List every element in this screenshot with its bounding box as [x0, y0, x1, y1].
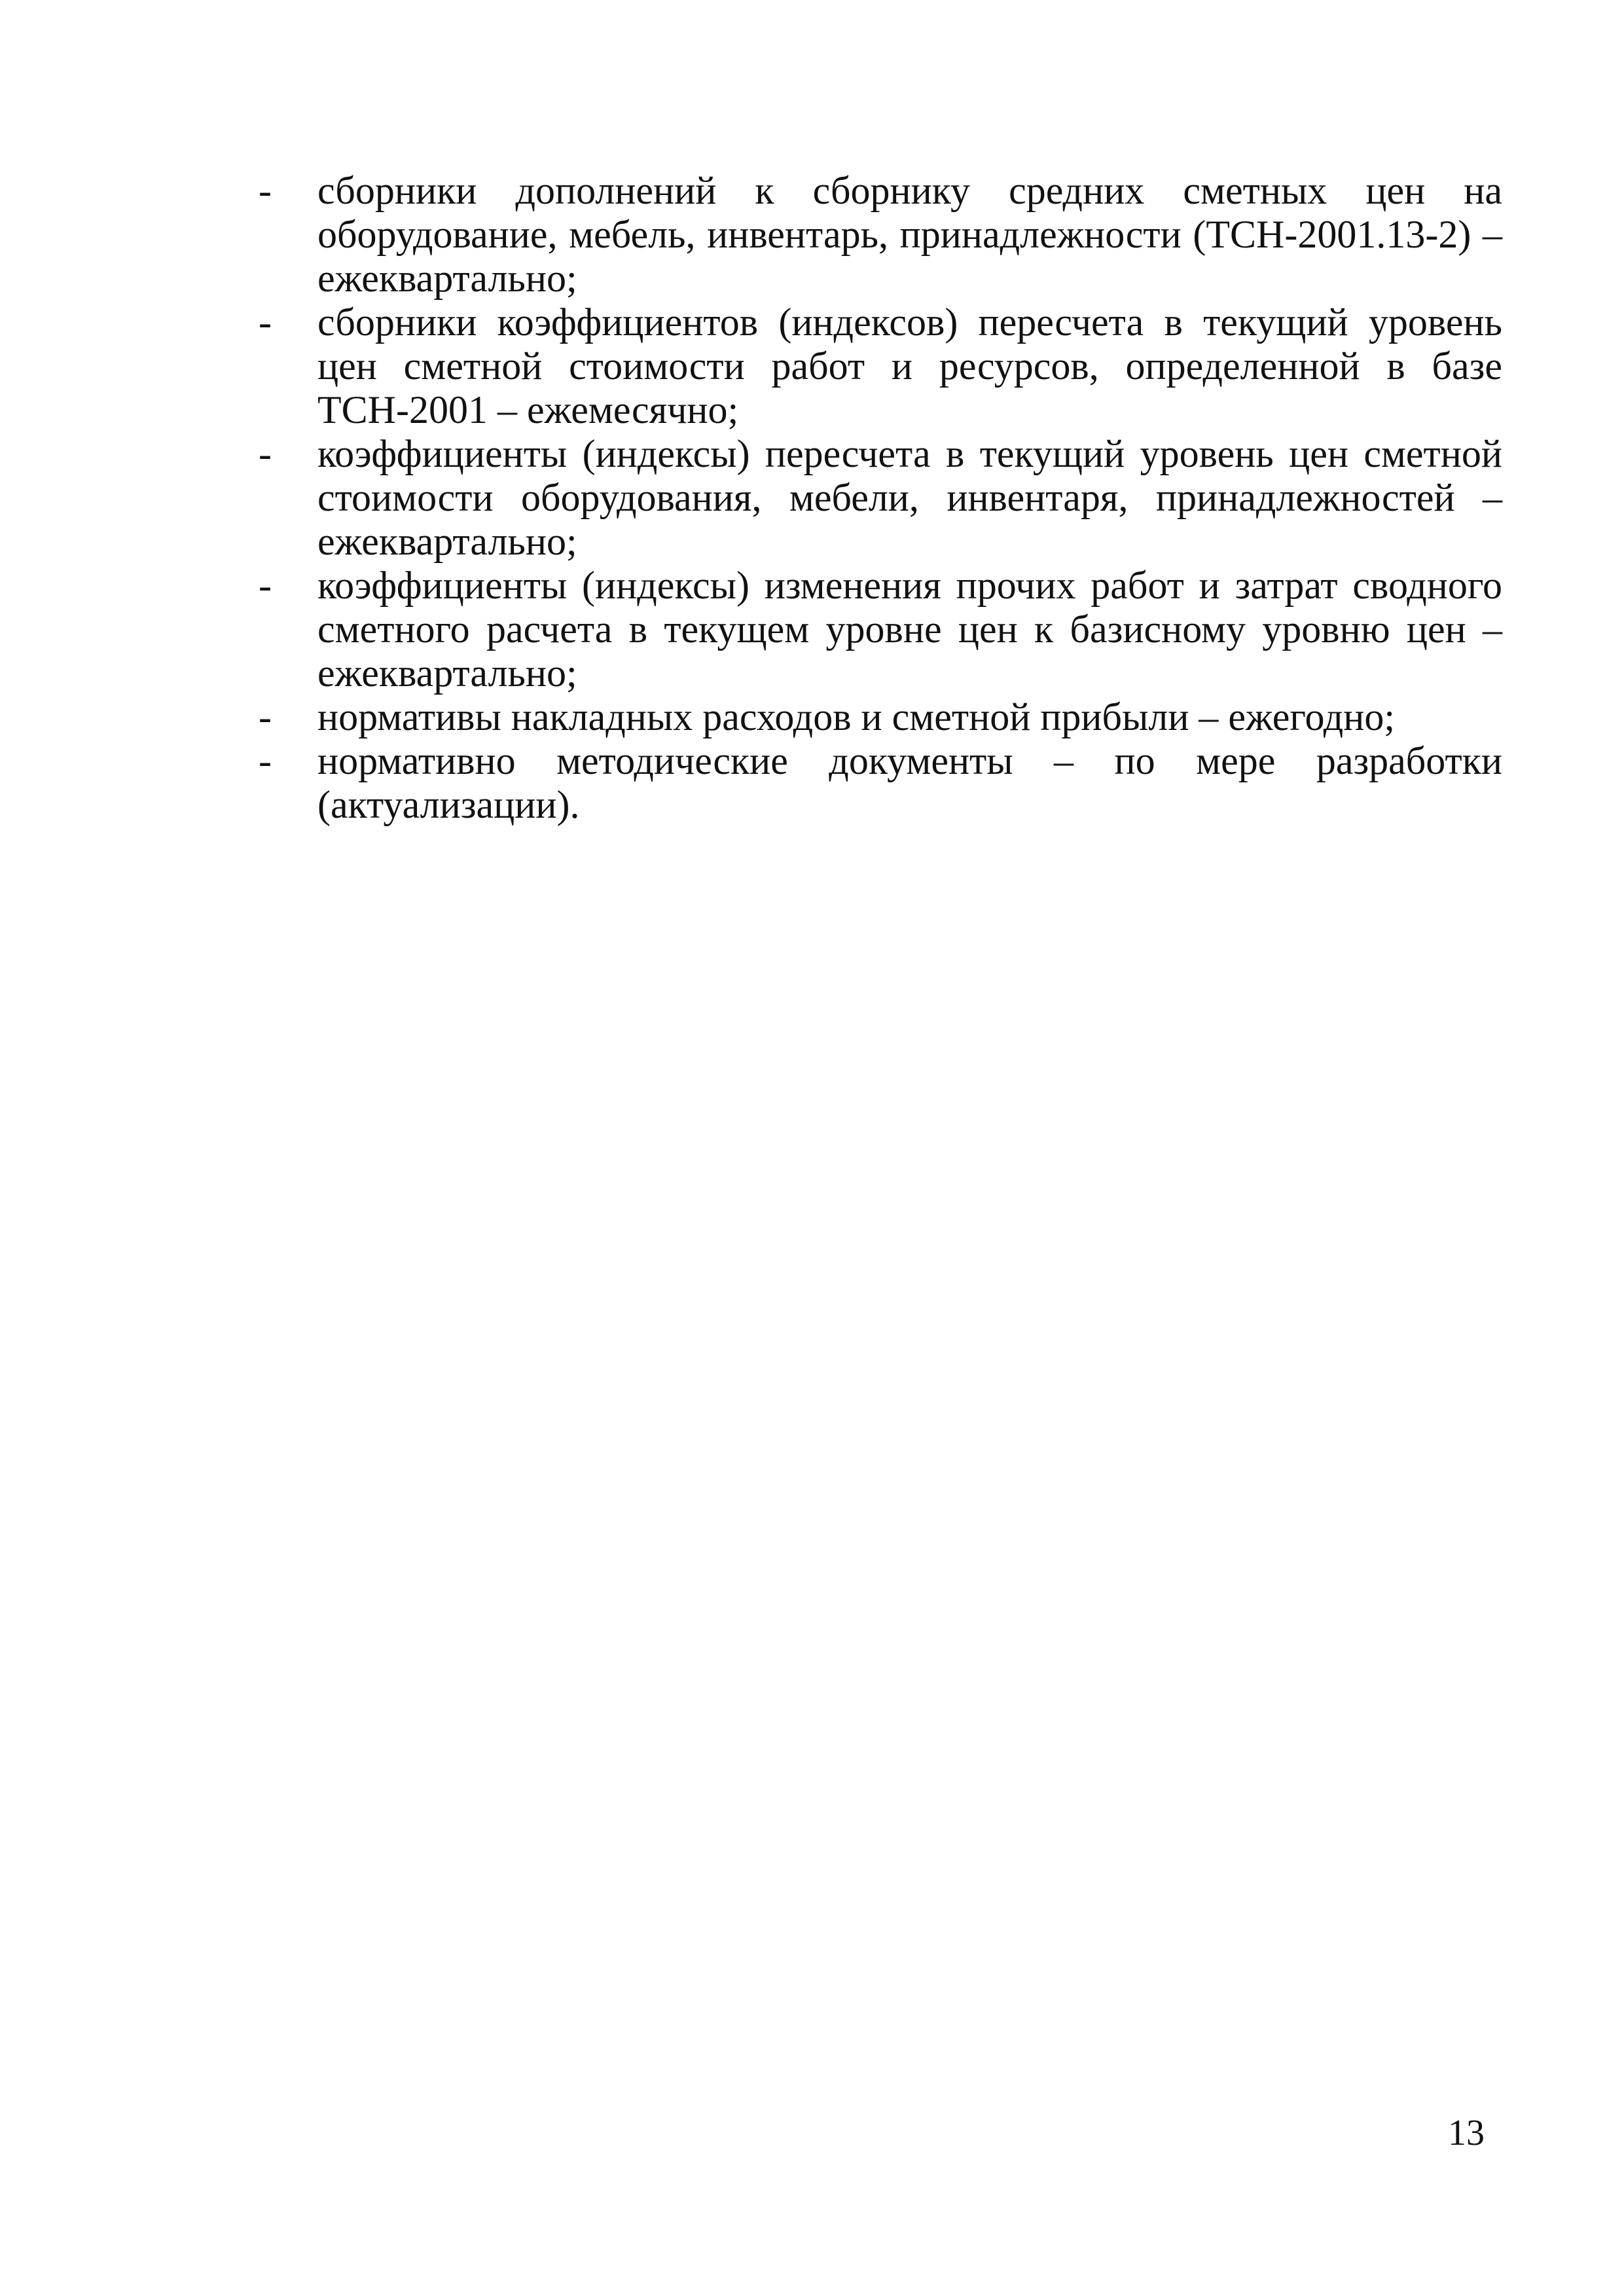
list-item: [259, 739, 1502, 827]
page-number: 13: [1448, 2113, 1485, 2153]
list-item: [259, 432, 1502, 564]
dash-marker: -: [259, 432, 272, 475]
list-item: [259, 695, 1502, 739]
list-item-text: коэффициенты (индексы) пересчета в текущий уровень цен сметной стоимости оборудования, мебели, инвентаря, принадлежностей – ежеквартально;: [317, 432, 1502, 563]
list-item-text: нормативно методические документы – по мере разработки (актуализации).: [317, 739, 1502, 826]
dash-marker: -: [259, 564, 272, 607]
list-item-text: сборники дополнений к сборнику средних сметных цен на оборудование, мебель, инвентарь, принадлежности (ТСН-2001.13-2) – ежеквартально;: [317, 169, 1502, 300]
list-item: [259, 301, 1502, 432]
dash-marker: -: [259, 169, 272, 212]
dash-marker: -: [259, 739, 272, 782]
dash-marker: -: [259, 301, 272, 344]
bullet-list: [259, 169, 1502, 827]
list-item: [259, 169, 1502, 301]
list-item-text: нормативы накладных расходов и сметной прибыли – ежегодно;: [317, 695, 1396, 738]
list-item-text: коэффициенты (индексы) изменения прочих работ и затрат сводного сметного расчета в текущем уровне цен к базисному уровню цен – ежеквартально;: [317, 564, 1502, 695]
dash-marker: -: [259, 695, 272, 738]
list-item: [259, 564, 1502, 695]
list-item-text: сборники коэффициентов (индексов) пересчета в текущий уровень цен сметной стоимости работ и ресурсов, определенной в базе ТСН-2001 – ежемесячно;: [317, 301, 1502, 431]
